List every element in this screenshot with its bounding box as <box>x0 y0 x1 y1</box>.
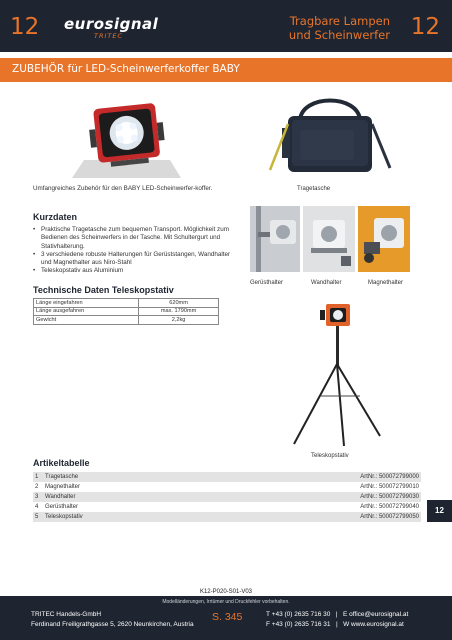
table-row <box>33 512 421 522</box>
disclaimer-note: Modelländerungen, Irrtümer und Druckfehler vorbehalten. <box>162 599 290 605</box>
article-artnr: ArtNr.: 500072799040 <box>360 504 419 510</box>
phone-number: T +43 (0) 2635 716 30 <box>266 611 331 618</box>
led-floodlight-photo <box>30 96 223 178</box>
article-artnr: ArtNr.: 500072799010 <box>360 484 419 490</box>
article-num: 1 <box>35 474 39 480</box>
article-name: Tragetasche <box>45 474 79 480</box>
caption-scaffold: Gerüsthalter <box>250 280 284 286</box>
tech-row <box>34 307 219 316</box>
tech-label: Länge eingefahren <box>34 299 139 308</box>
company-block <box>31 610 194 630</box>
caption-magnet: Magnethalter <box>368 280 404 286</box>
article-name: Magnethalter <box>45 484 81 490</box>
tech-row <box>34 316 219 325</box>
tech-value: 620mm <box>139 299 219 308</box>
email-link[interactable]: E office@eurosignal.at <box>342 611 409 618</box>
catalog-page-number: S. 345 <box>212 611 243 623</box>
article-artnr: ArtNr.: 500072799050 <box>360 514 419 520</box>
articles-heading: Artikeltabelle <box>33 458 90 468</box>
company-address: Ferdinand Freiligrathgasse 5, 2620 Neunkirchen, Austria <box>31 621 194 628</box>
category-banner <box>0 58 452 82</box>
website-link[interactable]: W www.eurosignal.at <box>343 621 404 628</box>
section-title <box>289 14 390 42</box>
tech-label: Gewicht <box>34 316 139 325</box>
tech-table <box>33 298 219 325</box>
kurzdaten-item: • Teleskopstativ aus Aluminium <box>33 267 233 275</box>
logo-subline: TRITEC <box>94 32 124 40</box>
tripod-illustration <box>280 296 390 446</box>
intro-text: Umfangreiches Zubehör für den BABY LED-Scheinwerfer-koffer. <box>33 185 213 192</box>
tech-label: Länge ausgefahren <box>34 307 139 316</box>
article-name: Teleskopstativ <box>45 514 83 520</box>
contact-block <box>266 610 408 630</box>
scaffold-holder-illustration <box>250 206 300 272</box>
page-number-right: 12 <box>410 14 440 40</box>
kurzdaten-item: • Praktische Tragetasche zum bequemen Transport. Möglichkeit zum Bedienen des Scheinwerfers in der Tasche. Mit Schultergurt und Stativhalterung. <box>33 226 233 251</box>
eurosignal-logo <box>64 15 159 40</box>
document-reference: K12-P020-S01-V03 <box>199 589 253 595</box>
article-num: 3 <box>35 494 39 500</box>
separator: | <box>332 611 342 618</box>
article-table <box>33 472 421 522</box>
floodlight-illustration <box>30 96 223 178</box>
article-num: 2 <box>35 484 39 490</box>
kurzdaten-heading: Kurzdaten <box>33 212 78 222</box>
chapter-tab[interactable]: 12 <box>427 500 452 522</box>
caption-tripod: Teleskopstativ <box>311 453 349 459</box>
separator: | <box>332 621 342 628</box>
page-header <box>0 0 452 52</box>
section-title-line1: Tragbare Lampen <box>289 14 390 28</box>
article-artnr: ArtNr.: 500072799030 <box>360 494 419 500</box>
page-footer <box>0 596 452 640</box>
kurzdaten-item: • 3 verschiedene robuste Halterungen für Gerüststangen, Wandhalter und Magnethalter aus Niro-Stahl <box>33 251 233 268</box>
kurzdaten-list <box>33 226 233 276</box>
tech-value: max. 1790mm <box>139 307 219 316</box>
logo-wordmark: eurosignal <box>64 15 159 33</box>
tripod-photo <box>280 296 390 446</box>
table-row <box>33 472 421 482</box>
scaffold-holder-photo <box>250 206 300 272</box>
caption-bag: Tragetasche <box>297 186 331 192</box>
wall-holder-photo <box>303 206 355 272</box>
article-name: Gerüsthalter <box>45 504 79 510</box>
article-num: 5 <box>35 514 39 520</box>
table-row <box>33 482 421 492</box>
section-title-line2: und Scheinwerfer <box>288 28 390 42</box>
tech-heading: Technische Daten Teleskopstativ <box>33 285 174 295</box>
fax-number: F +43 (0) 2635 716 31 <box>266 621 331 628</box>
article-artnr: ArtNr.: 500072799000 <box>360 474 419 480</box>
wall-holder-illustration <box>303 206 355 272</box>
contact-line-2 <box>266 620 408 630</box>
caption-wall: Wandhalter <box>311 280 342 286</box>
page-number-left: 12 <box>10 14 40 40</box>
article-num: 4 <box>35 504 39 510</box>
carry-bag-illustration <box>262 90 398 176</box>
contact-line-1 <box>266 610 408 620</box>
company-name: TRITEC Handels-GmbH <box>31 611 102 618</box>
article-name: Wandhalter <box>45 494 76 500</box>
category-banner-title: ZUBEHÖR für LED-Scheinwerferkoffer BABY <box>12 63 240 75</box>
tech-value: 2,2kg <box>139 316 219 325</box>
table-row <box>33 492 421 502</box>
tech-row <box>34 299 219 308</box>
magnet-holder-photo <box>358 206 410 272</box>
magnet-holder-illustration <box>358 206 410 272</box>
table-row <box>33 502 421 512</box>
carry-bag-photo <box>262 90 398 176</box>
